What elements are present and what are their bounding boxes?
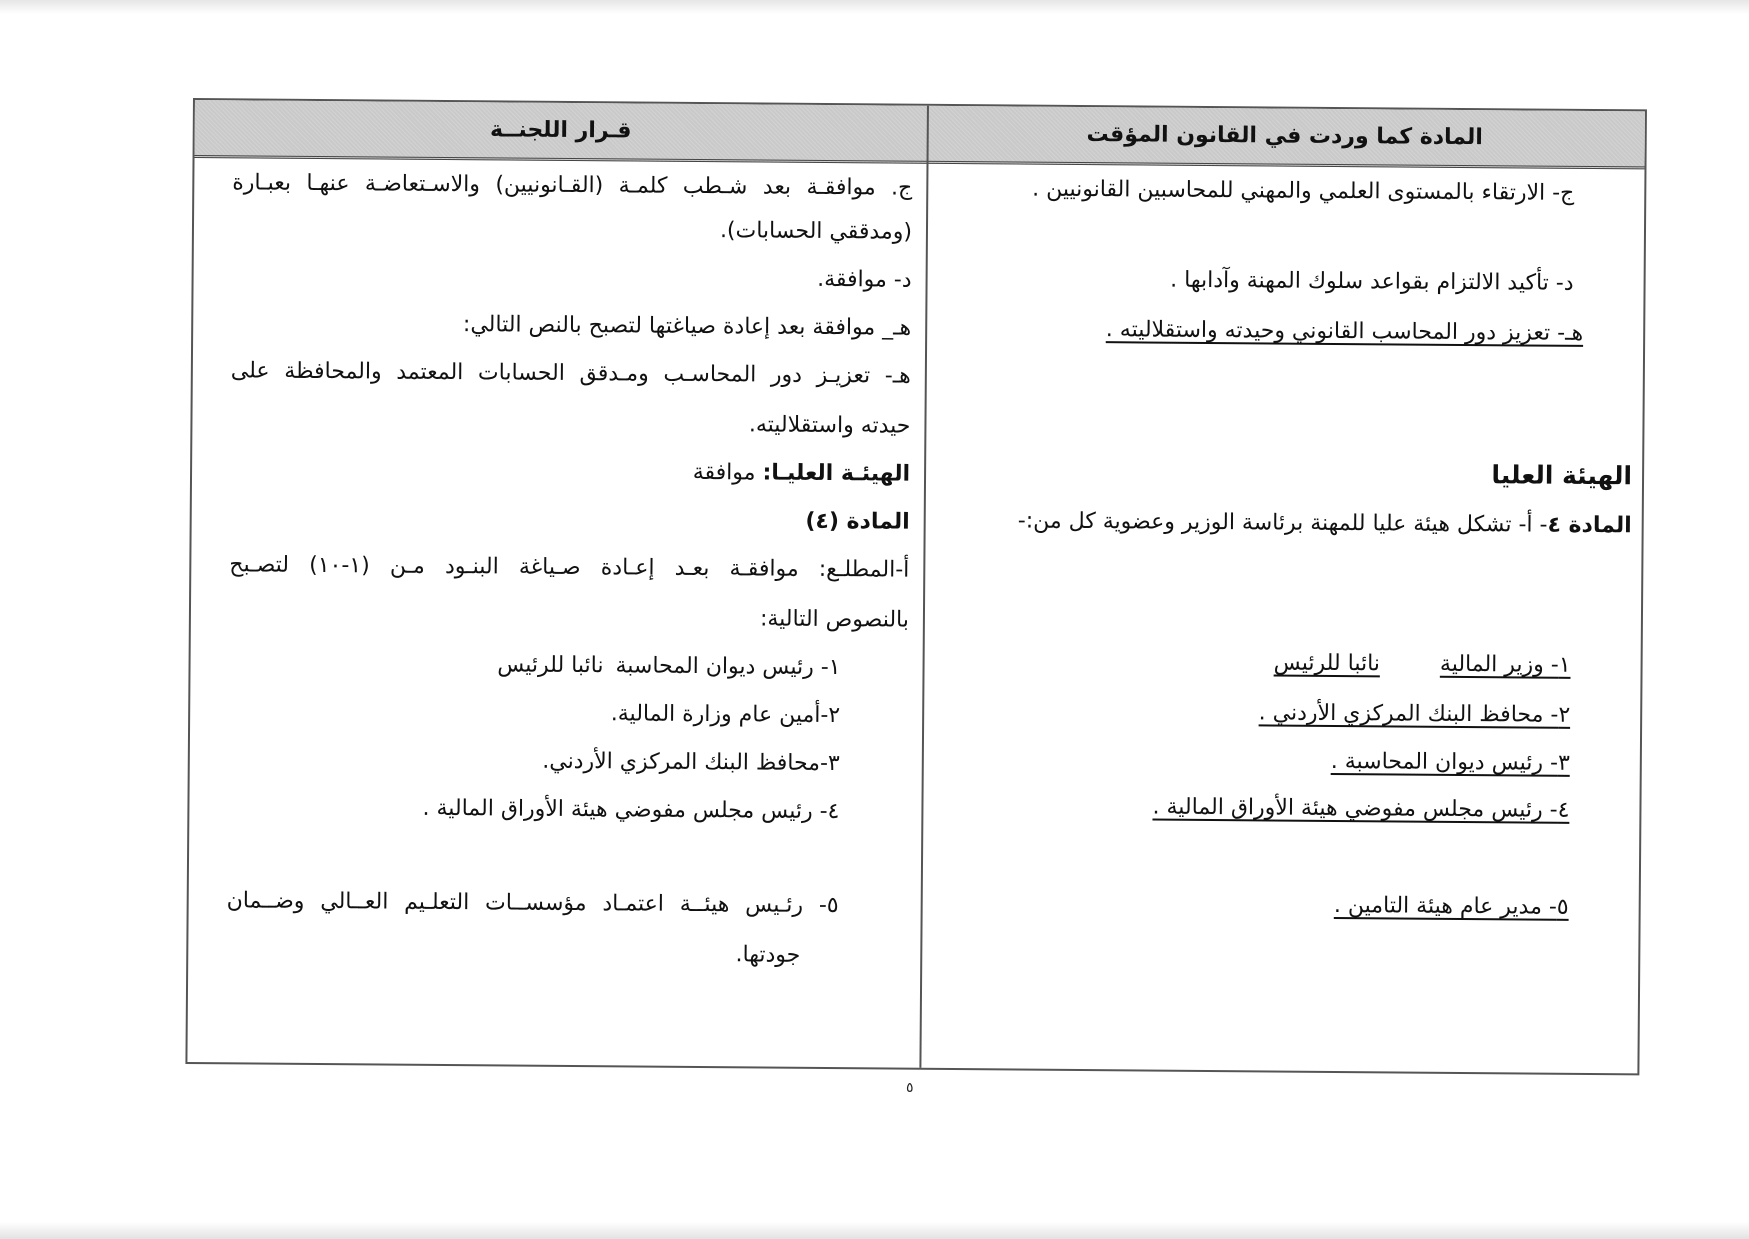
page-number: ٥ — [906, 1080, 914, 1096]
member-3: ٣- رئيس ديوان المحاسبة . — [1330, 748, 1570, 776]
member-2: ٢- محافظ البنك المركزي الأردني . — [1258, 700, 1571, 728]
clause-c-text: ج- الارتقاء بالمستوى العلمي والمهني للمحاسبين القانونيين . — [1032, 176, 1575, 206]
member-5: ٥- مدير عام هيئة التامين . — [1333, 892, 1569, 920]
high-authority-value: موافقة — [692, 459, 756, 486]
decision-c-line-1: ج. موافقـة بعد شـطب كلمـة (القـانونيين) والاسـتعاضـة عنهـا بعبـارة — [232, 170, 913, 201]
clause-h: هـ- تعزيز دور المحاسب القانوني وحيدته واستقلاليته . — [1105, 317, 1584, 346]
column-divider — [919, 106, 929, 1068]
decision-member-2: ٢-أمين عام وزارة المالية. — [610, 701, 841, 729]
decision-h-1: هـ_ موافقة بعد إعادة صياغتها لتصبح بالنص التالي: — [462, 312, 912, 341]
article-4-label: المادة ٤ — [1547, 512, 1632, 539]
decision-member-3: ٣-محافظ البنك المركزي الأردني. — [542, 748, 840, 777]
scan-edge-bottom — [0, 1222, 1749, 1239]
member-1 — [1274, 649, 1571, 681]
decision-h-2-line-1: هـ- تعزيـز دور المحاسـب ومـدقق الحسابات المعتمد والمحافظة على — [230, 358, 911, 389]
decision-member-5-line-1: ٥- رئـيس هيئــة اعتمـاد مؤسســات التعلـيم العــالي وضــمان — [226, 888, 839, 919]
decision-intro-line-2: بالنصوص التالية: — [759, 606, 910, 633]
article-4-line — [1018, 506, 1632, 541]
scan-edge-top — [0, 0, 1749, 14]
decision-intro-line-1: أ-المطلـع: موافقـة بعـد إعـادة صـياغة البنـود مـن (١-١٠) لتصـبح — [229, 552, 910, 583]
member-4: ٤- رئيس مجلس مفوضي هيئة الأوراق المالية . — [1152, 794, 1570, 823]
clause-d: د- تأكيد الالتزام بقواعد سلوك المهنة وآدابها . — [1170, 267, 1574, 296]
decision-article-4: المادة (٤) — [805, 508, 910, 535]
decision-h-2-line-2: حيدته واستقلاليته. — [748, 412, 911, 439]
high-authority-heading: الهيئة العليا — [1491, 460, 1633, 491]
header-committee-decision: قـرار اللجنــة — [489, 117, 632, 144]
decision-member-5-line-2: جودتها. — [735, 942, 801, 968]
decision-d: د- موافقة. — [817, 266, 912, 293]
comparison-table — [185, 98, 1647, 1075]
decision-member-4: ٤- رئيس مجلس مفوضي هيئة الأوراق المالية . — [422, 795, 840, 825]
high-authority-label: الهيئـة العليـا: — [762, 460, 911, 487]
member-1-name: ١- وزير المالية — [1439, 651, 1571, 678]
member-1-role: نائبا للرئيس — [1273, 650, 1381, 677]
decision-c-line-2: (ومدققي الحسابات). — [719, 218, 913, 245]
clause-c — [1032, 175, 1574, 209]
header-original-article: المادة كما وردت في القانون المؤقت — [1086, 122, 1483, 151]
decision-member-1-role: نائبا للرئيس — [497, 652, 604, 679]
article-4-text: - أ- تشكل هيئة عليا للمهنة برئاسة الوزير وعضوية كل من:- — [1017, 508, 1548, 538]
decision-member-1-name: ١- رئيس ديوان المحاسبة — [615, 653, 841, 681]
decision-member-1 — [497, 650, 840, 683]
table-header — [195, 100, 1645, 169]
decision-high-authority — [693, 458, 911, 490]
